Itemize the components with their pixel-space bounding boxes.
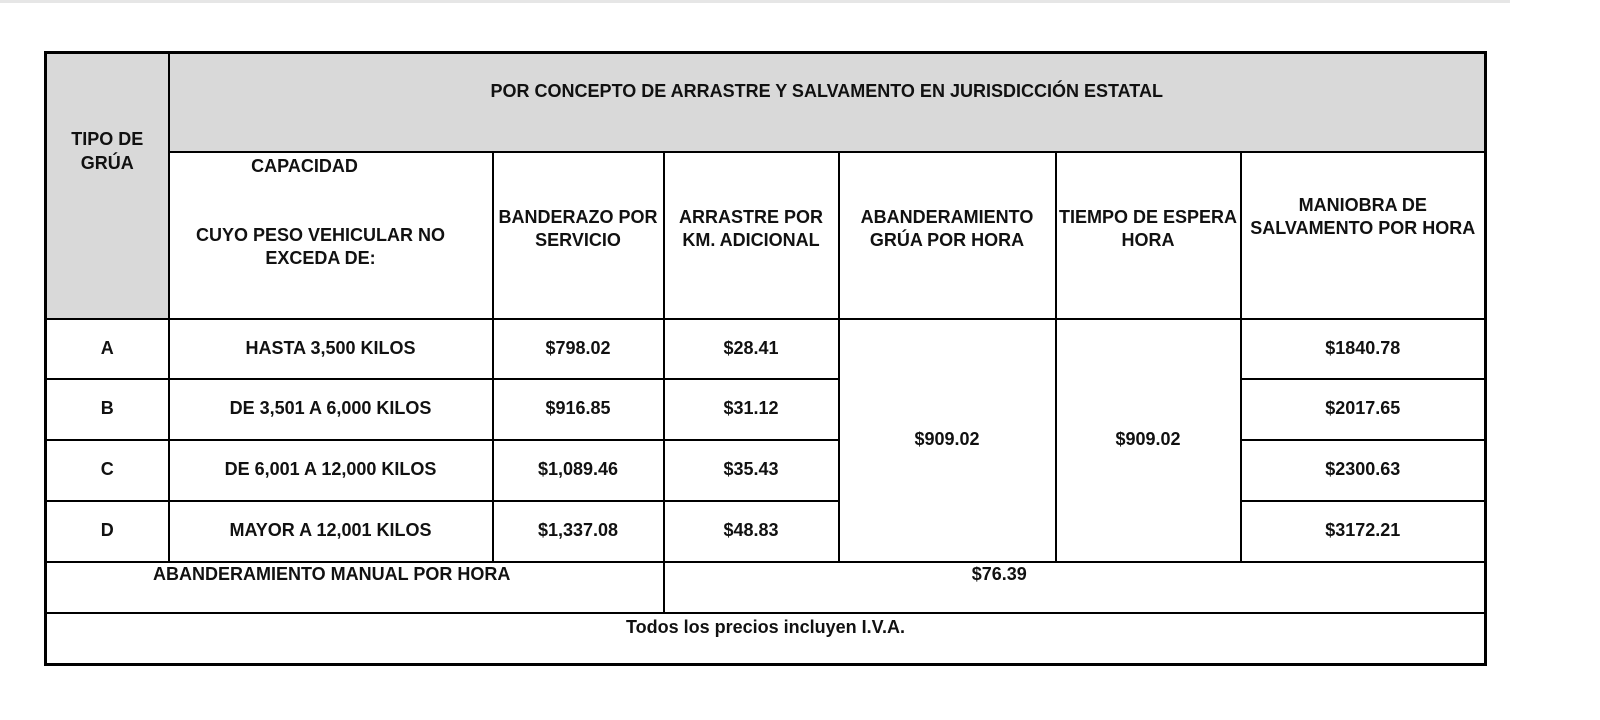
banderazo-cell: $1,089.46 [493, 440, 664, 501]
capacidad-cell: DE 6,001 A 12,000 KILOS [169, 440, 493, 501]
table-row [46, 379, 1486, 440]
table-row [46, 319, 1486, 379]
manual-flagging-label: ABANDERAMIENTO MANUAL POR HORA [46, 562, 664, 613]
maniobra-cell: $2300.63 [1241, 440, 1486, 501]
banderazo-cell: $798.02 [493, 319, 664, 379]
manual-flagging-value: $76.39 [664, 562, 1486, 613]
capacidad-header-line2: CUYO PESO VEHICULAR NO EXCEDA DE: [195, 224, 446, 269]
arrastre-cell: $48.83 [664, 501, 839, 562]
maniobra-cell: $2017.65 [1241, 379, 1486, 440]
table-row [46, 440, 1486, 501]
abanderamiento-value: $909.02 [839, 319, 1056, 562]
tipo-cell: B [46, 379, 169, 440]
capacidad-header-line1: CAPACIDAD [251, 155, 358, 176]
tipo-cell: C [46, 440, 169, 501]
capacidad-cell: MAYOR A 12,001 KILOS [169, 501, 493, 562]
espera-value: $909.02 [1056, 319, 1241, 562]
arrastre-header: ARRASTRE POR KM. ADICIONAL [664, 152, 839, 319]
tow-rates-table [44, 51, 1487, 666]
iva-note: Todos los precios incluyen I.V.A. [46, 613, 1486, 665]
arrastre-cell: $28.41 [664, 319, 839, 379]
abanderamiento-header: ABANDERAMIENTO GRÚA POR HORA [839, 152, 1056, 319]
tipo-cell: D [46, 501, 169, 562]
tipo-cell: A [46, 319, 169, 379]
maniobra-header: MANIOBRA DE SALVAMENTO POR HORA [1241, 152, 1486, 319]
arrastre-cell: $31.12 [664, 379, 839, 440]
banderazo-header: BANDERAZO POR SERVICIO [493, 152, 664, 319]
banderazo-cell: $916.85 [493, 379, 664, 440]
maniobra-cell: $3172.21 [1241, 501, 1486, 562]
capacidad-cell: DE 3,501 A 6,000 KILOS [169, 379, 493, 440]
tipo-grua-header: TIPO DE GRÚA [46, 53, 169, 319]
espera-header: TIEMPO DE ESPERA HORA [1056, 152, 1241, 319]
arrastre-cell: $35.43 [664, 440, 839, 501]
capacidad-header [169, 152, 493, 319]
table-row [46, 501, 1486, 562]
top-divider [0, 0, 1510, 3]
table-title: POR CONCEPTO DE ARRASTRE Y SALVAMENTO EN JURISDICCIÓN ESTATAL [169, 53, 1486, 152]
capacidad-cell: HASTA 3,500 KILOS [169, 319, 493, 379]
banderazo-cell: $1,337.08 [493, 501, 664, 562]
maniobra-cell: $1840.78 [1241, 319, 1486, 379]
